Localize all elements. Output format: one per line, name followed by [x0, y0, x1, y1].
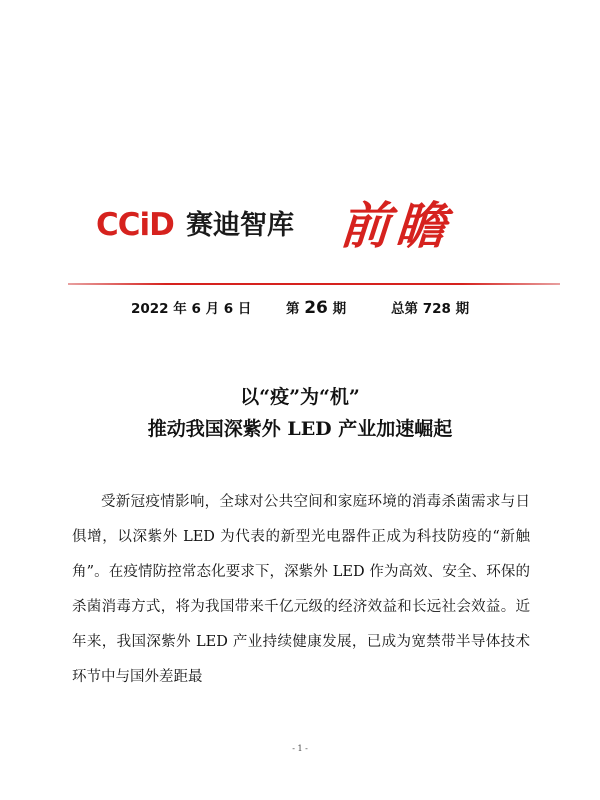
- article-title-line2: 推动我国深紫外 LED 产业加速崛起: [147, 418, 453, 440]
- series-title: 前瞻: [337, 196, 455, 255]
- page-number: - 1 -: [292, 744, 308, 753]
- masthead: [0, 195, 600, 265]
- issue-info: [0, 297, 600, 317]
- article-title-line1: 以“疫”为“机”: [240, 386, 360, 408]
- issue-number-suffix: 期: [332, 301, 347, 317]
- article-paragraph: 受新冠疫情影响，全球对公共空间和家庭环境的消毒杀菌需求与日俱增，以深紫外 LED 为代表的新型光电器件正成为科技防疫的“新触角”。在疫情防控常态化要求下，深紫外 LED 作为高效、安全、环保的杀菌消毒方式，将为我国带来千亿元级的经济效益和长远社会效益。近年来，我国深紫外 LED 产业持续健康发展，已成为宽禁带半导体技术环节中与国外差距最: [72, 494, 530, 685]
- issue-number-value: 26: [304, 298, 328, 318]
- header-divider: [68, 283, 560, 285]
- issue-number-prefix: 第: [286, 301, 300, 317]
- issue-date: 2022 年 6 月 6 日: [131, 301, 252, 317]
- ccid-logo: CCiD: [96, 207, 174, 243]
- think-tank-name: 赛迪智库: [186, 210, 294, 241]
- issue-number: [286, 297, 346, 318]
- issue-total: 总第 728 期: [391, 301, 470, 317]
